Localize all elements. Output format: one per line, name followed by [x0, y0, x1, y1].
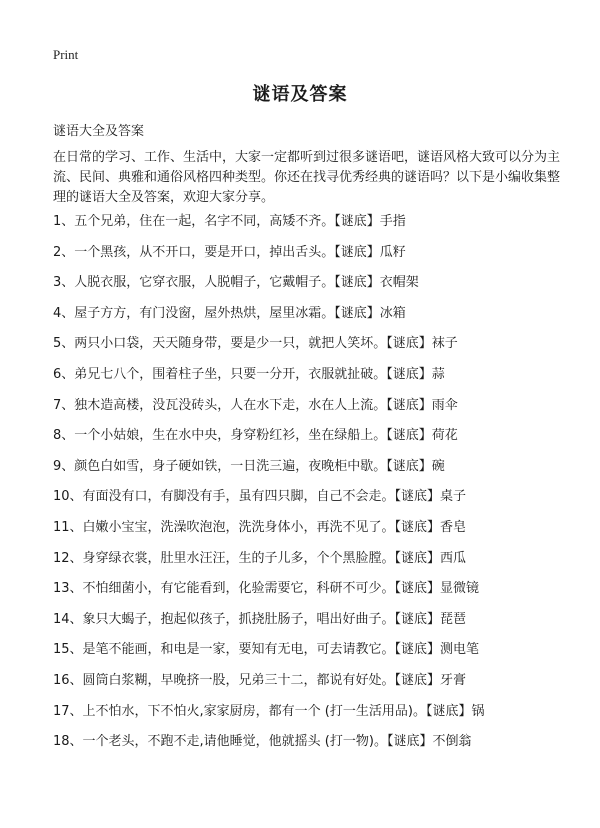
riddle-text: 上不怕水，下不怕火,家家厨房，都有一个 (打一生活用品)。【谜底】锅 [82, 703, 485, 719]
list-item [53, 732, 573, 763]
list-item [53, 671, 573, 702]
riddle-number: 16、 [53, 672, 83, 688]
riddle-number: 10、 [53, 489, 83, 505]
intro-paragraph: 在日常的学习、工作、生活中，大家一定都听到过很多谜语吧，谜语风格大致可以分为主流、民间、典雅和通俗风格四种类型。你还在找寻优秀经典的谜语吗？以下是小编收集整理的谜语大全及答案，欢迎大家分享。 [53, 150, 561, 205]
riddle-text: 身穿绿衣裳，肚里水汪汪，生的子儿多，个个黑脸膛。【谜底】西瓜 [82, 550, 467, 566]
list-item [53, 579, 573, 610]
list-item [53, 212, 573, 243]
riddle-text: 人脱衣服，它穿衣服，人脱帽子，它戴帽子。【谜底】衣帽架 [74, 275, 419, 291]
riddle-number: 15、 [53, 642, 83, 658]
riddle-text: 屋子方方，有门没窗，屋外热烘，屋里冰霜。【谜底】冰箱 [74, 305, 406, 321]
riddle-number: 7、 [53, 397, 75, 413]
page-title: 谜语及答案 [252, 84, 348, 105]
riddle-text: 是笔不能画，和电是一家，要知有无电，可去请教它。【谜底】测电笔 [82, 642, 480, 658]
riddle-number: 18、 [53, 734, 83, 750]
riddle-number: 1、 [53, 214, 75, 229]
riddle-text: 一个老头，不跑不走,请他睡觉，他就摇头 (打一物)。【谜底】不倒翁 [82, 734, 472, 750]
riddle-text: 两只小口袋，天天随身带，要是少一只，就把人笑坏。【谜底】袜子 [74, 336, 458, 352]
riddle-number: 12、 [53, 550, 83, 566]
print-label: Print [53, 47, 79, 62]
riddle-number: 14、 [53, 611, 83, 627]
riddle-number: 2、 [53, 244, 75, 260]
list-item [53, 304, 573, 335]
list-item [53, 702, 573, 733]
riddle-text: 弟兄七八个，围着柱子坐，只要一分开，衣服就扯破。【谜底】蒜 [74, 366, 445, 382]
riddle-number: 11、 [53, 519, 83, 535]
riddle-text: 不怕细菌小，有它能看到，化验需要它，科研不可少。【谜底】显微镜 [82, 581, 480, 597]
riddle-text: 象只大蝎子，抱起似孩子，抓挠肚肠子，唱出好曲子。【谜底】琵琶 [82, 611, 467, 627]
riddle-number: 9、 [53, 458, 75, 474]
list-item [53, 243, 573, 274]
riddle-text: 有面没有口，有脚没有手，虽有四只脚，自己不会走。【谜底】桌子 [82, 489, 467, 505]
list-item [53, 334, 573, 365]
list-item [53, 396, 573, 427]
riddle-text: 一个小姑娘，生在水中央，身穿粉红衫，坐在绿船上。【谜底】荷花 [74, 428, 458, 444]
riddle-number: 17、 [53, 703, 83, 719]
riddle-list [53, 212, 573, 763]
list-item [53, 273, 573, 304]
riddle-text: 独木造高楼，没瓦没砖头，人在水下走，水在人上流。【谜底】雨伞 [74, 397, 458, 413]
list-item [53, 426, 573, 457]
riddle-number: 4、 [53, 305, 75, 321]
riddle-text: 圆筒白浆糊，早晚挤一股，兄弟三十二，都说有好处。【谜底】牙膏 [82, 672, 467, 688]
riddle-number: 5、 [53, 336, 75, 352]
list-item [53, 487, 573, 518]
list-item [53, 457, 573, 488]
riddle-number: 3、 [53, 275, 75, 291]
list-item [53, 365, 573, 396]
list-item [53, 549, 573, 580]
list-item [53, 640, 573, 671]
list-item [53, 610, 573, 641]
riddle-number: 13、 [53, 581, 83, 597]
riddle-text: 一个黑孩，从不开口，要是开口，掉出舌头。【谜底】瓜籽 [74, 244, 406, 260]
riddle-number: 6、 [53, 366, 75, 382]
riddle-number: 8、 [53, 428, 75, 444]
riddle-text: 颜色白如雪，身子硬如铁，一日洗三遍，夜晚柜中歇。【谜底】碗 [74, 458, 445, 474]
riddle-text: 五个兄弟，住在一起，名字不同，高矮不齐。【谜底】手指 [74, 214, 406, 229]
list-item [53, 518, 573, 549]
riddle-text: 白嫩小宝宝，洗澡吹泡泡，洗洗身体小，再洗不见了。【谜底】香皂 [82, 519, 467, 535]
page-subtitle: 谜语大全及答案 [53, 124, 145, 139]
